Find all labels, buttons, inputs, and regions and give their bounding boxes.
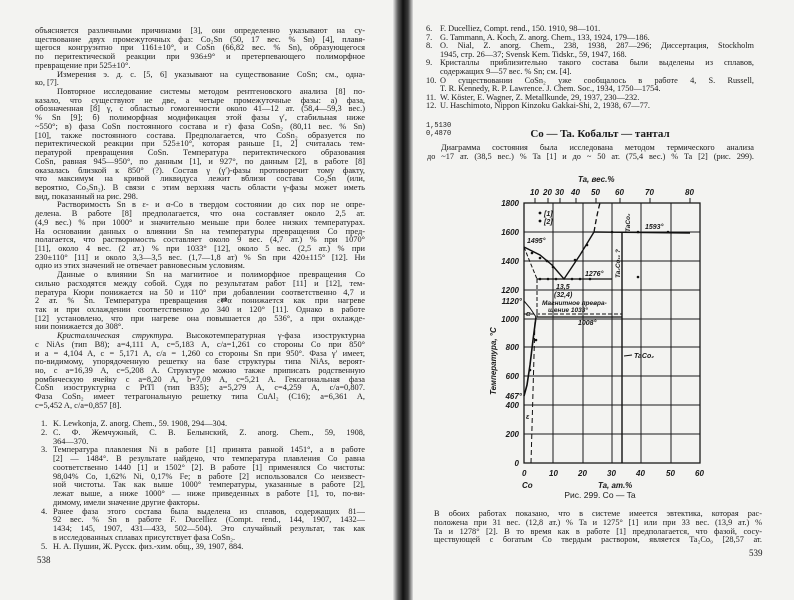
text-line: ~550°; в) фаза CoSn постоянного состава и г) фаза CoSn₂ (80,11 вес. % Sn) [35,122,365,131]
label-1120: 1120° [501,297,522,306]
text-line: по-видимому, упорядоченную решетку на базе структуры типа NiAs, вероят- [35,358,365,367]
label-467: 467° [505,392,522,401]
y-tick: 400 [505,401,519,410]
y-tick: 600 [505,372,519,381]
bottom-tick: 60 [695,469,704,478]
reference-number: 7. [426,32,433,42]
top-tick: 80 [685,188,694,197]
reference-line: Ранее фаза этого состава была выделена из сплавов, содержащих 81— [53,507,365,516]
reference-number: 4. [41,506,48,516]
reference-line: Кристаллы приблизительно такого состава были выделены из сплавов, [440,59,754,68]
reference-line: O. Nial, Z. anorg. Chem., 238, 1938, 287—296; Диссертация, Stockholm [440,42,754,51]
text-line: Повторное исследование системы методом рентгеновского анализа [8] по- [57,88,365,97]
text-line: В обоих работах показано, что в системе имеется эвтектика, которая рас- [434,510,762,518]
text-line: объясняется различными причинами [3], они определенно указывают на су- [35,27,365,35]
text-line: Растворимость Sn в ε- и α-Co в твердом состоянии до сих пор не опре- [57,201,365,210]
top-tick: 20 [543,188,552,197]
reference-line: соответственно 1440 [1] и 1502° [2]. В работе [1] применялся Co чистоты: [53,463,365,472]
alpha-label: α [526,311,531,318]
text-line: оказалась близкой к 850° (?). Состав γ (γ′)-фазы противоречит тому факту, [35,166,365,175]
figure-caption: Рис. 299. Co — Ta [564,490,636,500]
section-title: Co — Ta. Кобальт — тантал [530,128,670,140]
text-line: ко, [7]. [35,79,59,88]
top-tick: 60 [615,188,624,197]
reference-line: [2] — 1484°. В результате найдено, что температура плавления Co равна [53,455,365,463]
text-line: 2 ат. % Sn. Температура превращения ε⇄α понижается как при нагреве [35,297,365,306]
label-1593: 1593° [645,224,664,231]
y-tick: 0 [514,459,519,468]
y-axis-label: Температура, °С [489,327,498,395]
reference-line: 1434; 145, 1907, 431—433, 502—504). Это случайный результат, так как [53,525,365,533]
bottom-tick: 40 [636,469,645,478]
y-tick: 1600 [501,228,519,237]
text-line: полагается, что растворимость составляет около 9 вес. (4,7 ат.) % при 1070° [35,236,365,245]
text-line: но, с a=16,39 A, c=5,208 A. Структуре можно также приписать родственную [35,367,365,376]
bottom-tick: 20 [578,469,587,478]
text-line: ществование двух промежуточных фаз: Co₂Sn (50, 17 вес. % Sn) [4], плавя- [35,35,365,44]
top-tick: 50 [591,188,600,197]
co-label: Co [522,481,533,490]
y-tick: 1400 [501,257,519,266]
ratio-bottom: 0,4870 [426,130,452,138]
text-line: так и при охлаждении соответственно до 340 и 120° [11]. Однако в работе [35,306,365,314]
right-page-body [434,510,762,545]
text-line: вероятно, Co₃Sn₂). В связи с этим верхняя часть области γ-фазы может иметь [35,183,365,192]
top-tick: 10 [530,188,539,197]
text-line: CoSn, равная 945—950°, по данным [1], и 927°, по данным [2], в работе [8] [35,157,365,166]
text-line: положена при 31 вес. (12,8 ат.) % Ta и 1275° [1] или при 33 вес. (13,9 ат.) % [434,518,762,527]
y-tick: 1000 [501,315,519,324]
text-line: Измерения э. д. с. [5, 6] указывают на существование CoSn; см., одна- [57,70,365,79]
text-line: одно из этих значений не отвечает равновесным условиям. [35,262,245,271]
reference-number: 2. [41,427,48,437]
reference-line: G. Tammann, A. Koch, Z. anorg. Chem., 133, 1924, 179—186. [440,33,650,42]
text-line: ществующей с богатым Co твердым раствором, является Ta₂Co₉ [28,57 ат. [434,536,762,545]
eutectic-at: 13,5 [556,284,570,291]
text-line: перитектической реакции при 525±10°, которая раньше [1, 2] считалась тем- [35,140,365,149]
text-line: что максимум на кривой ликвидуса лежит вблизи состава Co₂Sn (или, [35,175,365,184]
text-line: сильно расходятся между собой. Судя по результатам работ [11] и [12], тем- [35,279,365,288]
magnetic-label-1: Магнитное превра- [542,300,607,307]
reference-line: 98,04% Co, 1,62% Ni, 0,17% Fe; в работе [2] использовался Co неизвест- [53,472,365,481]
reference-number: 9. [426,58,433,68]
ratio-top: 1,5130 [426,122,452,130]
reference-number: 5. [41,541,48,551]
text-line: до ~17 ат. (38,5 вес.) % Ta [1] и до ~ 50 ат. (75,4 вес.) % Ta [2] (рис. 299). [427,152,754,161]
text-line: [10], также постоянного состава. Предполагается, что CoSn₂ образуется по [35,131,365,140]
reference-line: 364—370. [53,437,89,446]
text-line: (4,9 вес.) % при 1000° и значительно меньше при более низких температурах. [35,218,365,227]
text-line: по перитектической реакции при 936±9° и претерпевающего полиморфное [35,53,365,62]
bottom-tick: 30 [607,469,616,478]
reference-line: содержащих 9—57 вес. % Sn; см. [4]. [440,67,572,76]
reference-line: лежат выше, а ниже 1000° — ниже приведенных в работе [1], то, по-ви- [53,490,365,498]
reference-line: димому, имели значение другие факторы. [53,498,200,507]
reference-line: U. Haschimoto, Nippon Kinzoku Gakkai-Shi, 2, 1938, 67—77. [440,102,650,111]
text-line: На основании данных о влиянии Sn на температуры превращения Co пред- [35,227,365,236]
text-line: Диаграмма состояния была исследована методом термического анализа [441,144,754,152]
text-line: % Sn [9]; б) полиморфная модификация этой фазы γ′, стабильная ниже [35,114,365,123]
label-1495: 1495° [527,238,546,245]
top-tick: 40 [571,188,580,197]
reference-line: в исследованных сплавах присутствует фаза CoSn₂. [53,533,236,542]
text-line: превращение при 525±10°. [35,61,131,70]
magnetic-label-2: щение 1033° [548,307,588,314]
reference-number: 12. [426,101,437,111]
reference-number: 6. [426,24,433,33]
text-line: делена. В работе [8] предполагается, что она составляет около 2,5 ат. [35,210,365,219]
bottom-tick: 0 [522,469,527,478]
reference-line: Температура плавления Ni в работе [1] принята равной 1451°, а в работе [53,446,365,455]
subheading: Кристаллическая структура. [57,332,174,341]
phase-boundaries [524,203,690,463]
text-line: вид, показанный на рис. 298. [35,192,138,201]
text-line: c=5,452 A, c/a=0,857 [8]. [35,401,122,410]
text-line: Ta и 1278° [2]. В то время как в работе [1] предполагается, что фазой, сосу- [434,527,762,536]
y-tick: 1200 [501,286,519,295]
reference-line: 1945, стр. 26—37; Svensk Kem. Tidskr., 59, 1947, 168. [440,50,627,59]
text-line: Данные о влиянии Sn на магнитное и полиморфное превращения Co [57,271,365,280]
label-1008: 1008° [578,320,597,327]
text-line: [12] установлено, что при нагреве она повышается до 536°, а при охлажде- [35,314,365,323]
top-tick: 30 [555,188,564,197]
text-line: щегося конгруэнтно при 1161±10°, и CoSn (66,82 вес. % Sn), образующегося [35,44,365,53]
reference-line: K. Lewkonja, Z. anorg. Chem., 59. 1908, 294—304. [53,420,228,428]
text-line: пературой превращения CoSn. Температура перитектического образования [35,149,365,158]
reference-line: О существовании CoSn₂ уже сообщалось в работе 4, S. Russell, [440,76,754,85]
text-line: 230±110° [11] и около 3,3—3,5 вес. (1,7—1,8 ат) % Sn при 420±115° [12]. Ни [35,253,365,262]
reference-line: 92 вес. % Sn в работе F. Ducelliez (Compt. rend., 144, 1907, 1432— [53,516,365,525]
text-line: с NiAs (тип B8); a=4,111 A, c=5,183 A, c/a=1,261 со стороны Co при 850° [35,340,365,349]
reference-number: 10. [426,75,437,85]
y-tick: 800 [505,343,519,352]
taco2-side-label: TaCo₂ [634,353,654,360]
reference-number: 3. [41,445,48,455]
text-line: Фаза CoSn₂ имеет тетрагональную решетку типа CuAl₂ (C16); a=6,361 A, [35,393,365,402]
text-line: обозначенная [8] γ, с областью гомогенности около 41—12 ат. (58,4—59,3 вес.) [35,105,365,114]
taco2-melting-line [594,232,690,233]
text-line-body: Высокотемпературная γ-фаза изоструктурна [185,332,365,341]
reference-line: W. Köster, E. Wagner, Z. Metallkunde, 29, 1937, 230—232. [440,93,640,102]
text-line: казало, что существуют не две, а четыре промежуточные фазы: а) фаза, [35,96,365,105]
y-tick: 200 [505,430,519,439]
reference-number: 1. [41,419,48,428]
reference-number: 8. [426,41,433,51]
text-line: [11], около 4 вес. (2 ат.) % при 1033° [12], около 5 вес. (2,5 ат.) % при [35,244,365,253]
text-line: CoSn изоструктурна с PtTl (тип B35); a=5,279 A, c=4,259 A, c/a=0,807. [35,384,365,393]
label-1276: 1276° [585,271,604,278]
reference-line: Н. А. Пушин, Ж. Русск. физ.-хим. общ., 39, 1907, 884. [53,542,244,551]
bottom-tick: 50 [666,469,675,478]
page-number-right: 539 [749,548,763,558]
text-line: и a = 4,104 A, c = 5,171 A, c/a = 1,260 со стороны Sn при 950°. Фаза γ′ имеет, [35,349,365,358]
text-line: ромбическую ячейку с a=8,20 A, b=7,09 A, c=5,21 A. Гексагональная фаза [35,375,365,384]
reference-number: 11. [426,92,437,102]
reference-line: F. Ducelliez, Compt. rend., 150. 1910, 98—101. [440,25,601,33]
y-tick: 1800 [501,199,519,208]
legend-2: [2] [544,219,553,226]
text-line: нии понижается до 308°. [35,323,124,332]
reference-line: С. Ф. Жемчужный, С. В. Белынский, Z. anorg. Chem., 59, 1908, [53,428,365,437]
bottom-axis-label: Ta, ат.% [598,481,633,490]
legend-1: [1] [544,211,553,218]
bottom-tick: 10 [549,469,558,478]
dashed-upper-boundary [594,203,600,232]
top-axis-label: Ta, вес.% [578,175,615,184]
top-tick: 70 [645,188,654,197]
reference-line: T. R. Kennedy, R. P. Lawrence. J. Chem. Soc., 1934, 1750—1754. [440,85,661,94]
taco2-top-label: TaCo₂ [625,213,632,232]
page-number-left: 538 [37,555,51,565]
eutectic-wt: (32,4) [554,292,573,299]
text-line: пература Кюри понижается на 50 и 110° при добавлении соответственно 4,7 и [35,288,365,297]
ta2co11-label: Ta₂Co₁₁ ? [615,249,622,278]
reference-line: ной чистоты. Так как выше 1000° температуры, указанные в работе [2], [53,481,365,490]
epsilon-label: ε [526,414,530,421]
